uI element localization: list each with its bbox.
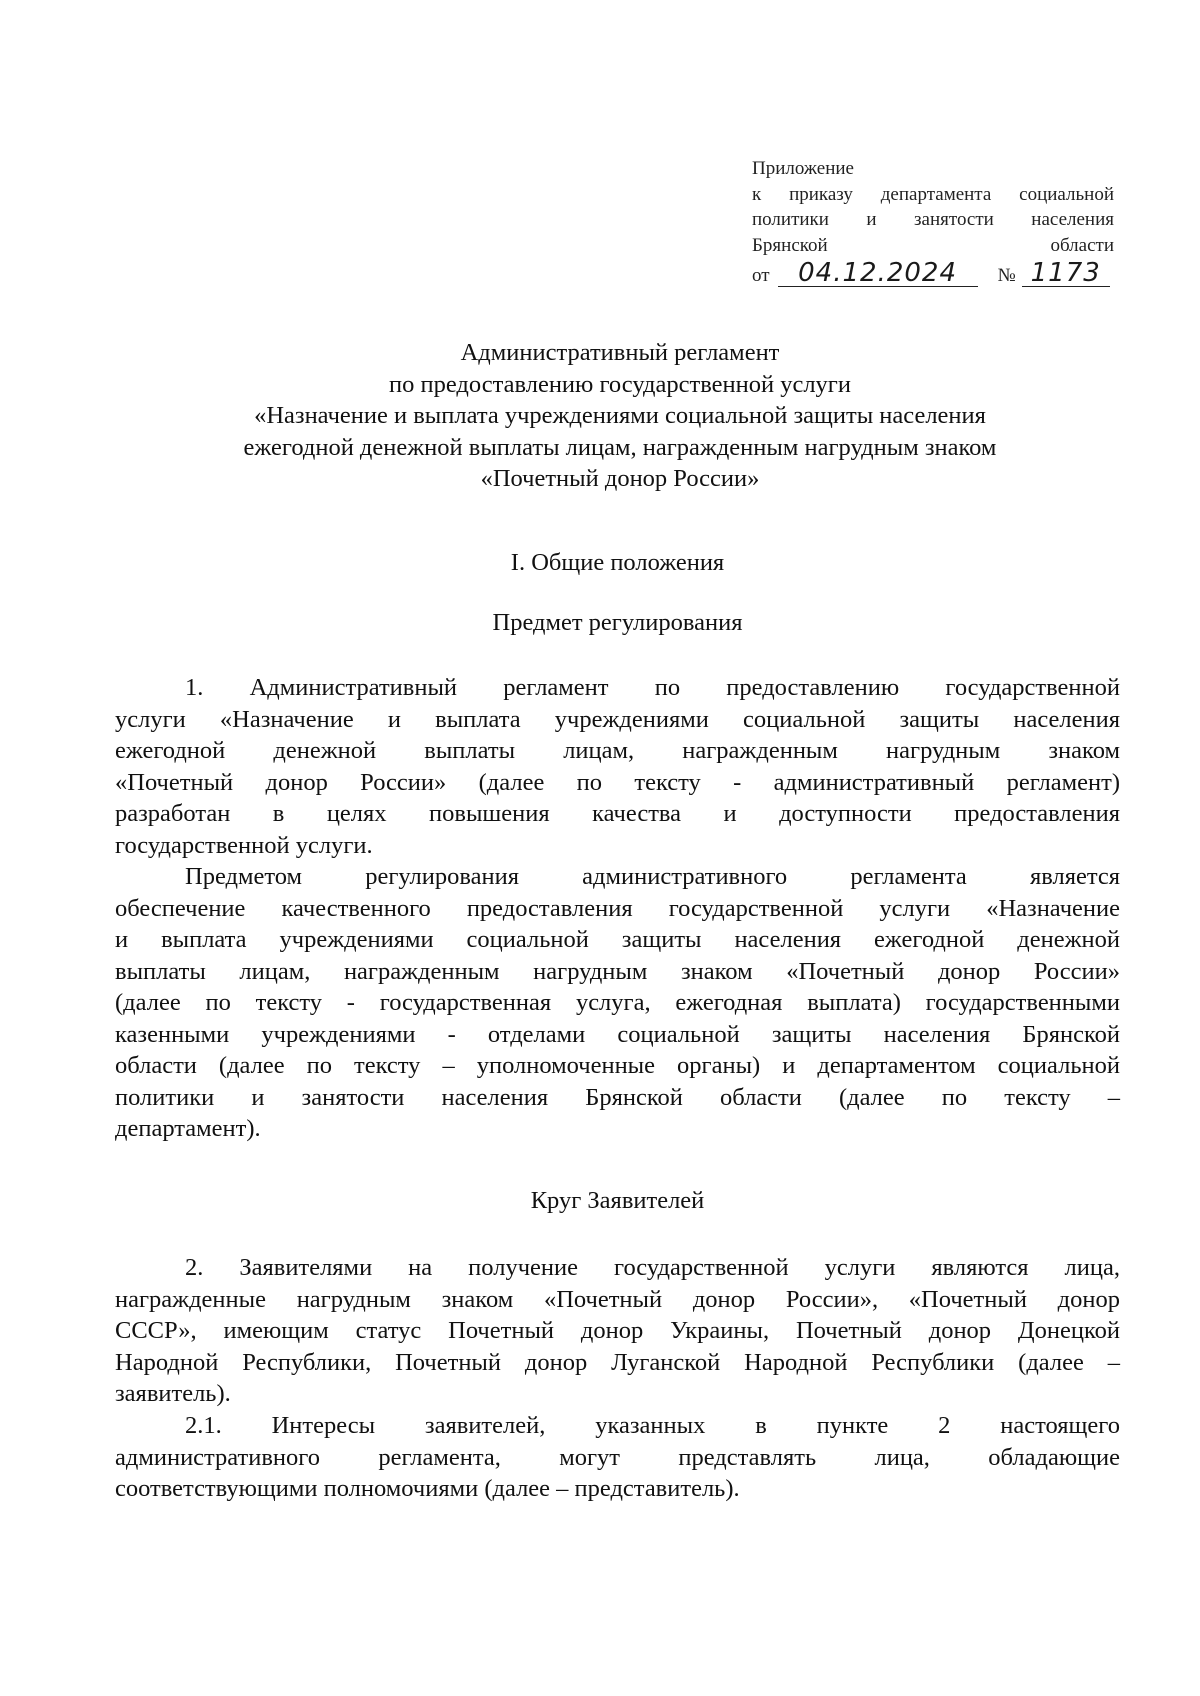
number-sign: № [997,265,1016,286]
paragraph-line: департамент). [115,1115,261,1142]
subheading-subject: Предмет регулирования [492,609,743,636]
paragraph-line: 2.1. Интересы заявителей, указанных в пункте 2 настоящего [185,1412,1120,1439]
paragraph-3 [115,1252,1120,1410]
paragraph-line: Народной Республики, Почетный донор Луганской Народной Республики (далее – [115,1348,1120,1376]
paragraph-1 [115,672,1120,861]
title-line-5: «Почетный донор России» [480,465,760,492]
paragraph-line: обеспечение качественного предоставления государственной услуги «Назначение [115,894,1120,922]
handwritten-order-date: 04.12.2024 [778,260,978,287]
appendix-line-3: политики и занятости населения [752,209,1114,230]
document-title [160,337,1080,495]
paragraph-line: «Почетный донор России» (далее по тексту - административный регламент) [115,768,1120,796]
title-line-1: Административный регламент [460,339,780,366]
paragraph-line: и выплата учреждениями социальной защиты населения ежегодной денежной [115,926,1120,953]
title-line-4: ежегодной денежной выплаты лицам, награжденным нагрудным знаком [243,433,997,461]
handwritten-order-number: 1173 [1022,260,1110,287]
paragraph-line: 2. Заявителями на получение государственной услуги являются лица, [185,1254,1120,1281]
paragraph-line: политики и занятости населения Брянской области (далее по тексту – [115,1083,1120,1111]
paragraph-line: (далее по тексту - государственная услуга, ежегодная выплата) государственными [115,989,1120,1016]
paragraph-2 [115,861,1120,1145]
appendix-block [752,156,1114,289]
date-prefix: от [752,265,770,286]
paragraph-line: ежегодной денежной выплаты лицам, награжденным нагрудным знаком [115,737,1120,764]
appendix-line-1: Приложение [752,158,854,179]
appendix-line-4: Брянской области [752,234,1114,256]
paragraph-line: СССР», имеющим статус Почетный донор Украины, Почетный донор Донецкой [115,1317,1120,1344]
paragraph-line: разработан в целях повышения качества и доступности предоставления [115,800,1120,827]
paragraph-line: казенными учреждениями - отделами социальной защиты населения Брянской [115,1020,1120,1048]
paragraph-line: заявитель). [115,1380,231,1407]
paragraph-4 [115,1410,1120,1505]
paragraph-line: государственной услуги. [115,831,373,859]
title-line-2: по предоставлению государственной услуги [389,370,851,398]
paragraph-line: соответствующими полномочиями (далее – представитель). [115,1475,740,1502]
paragraph-line: административного регламента, могут представлять лица, обладающие [115,1443,1120,1471]
section-heading: I. Общие положения [510,549,725,576]
appendix-line-2: к приказу департамента социальной [752,183,1114,205]
order-date-number-row [752,260,1114,289]
subheading-applicants: Круг Заявителей [530,1187,705,1214]
title-line-3: «Назначение и выплата учреждениями социальной защиты населения [254,402,986,429]
paragraph-line: Предметом регулирования административного регламента является [185,863,1120,890]
paragraph-line: услуги «Назначение и выплата учреждениями социальной защиты населения [115,705,1120,733]
paragraph-line: выплаты лицам, награжденным нагрудным знаком «Почетный донор России» [115,957,1120,985]
paragraph-line: награжденные нагрудным знаком «Почетный донор России», «Почетный донор [115,1285,1120,1313]
paragraph-line: области (далее по тексту – уполномоченные органы) и департаментом социальной [115,1052,1120,1079]
paragraph-line: 1. Административный регламент по предоставлению государственной [185,674,1120,701]
